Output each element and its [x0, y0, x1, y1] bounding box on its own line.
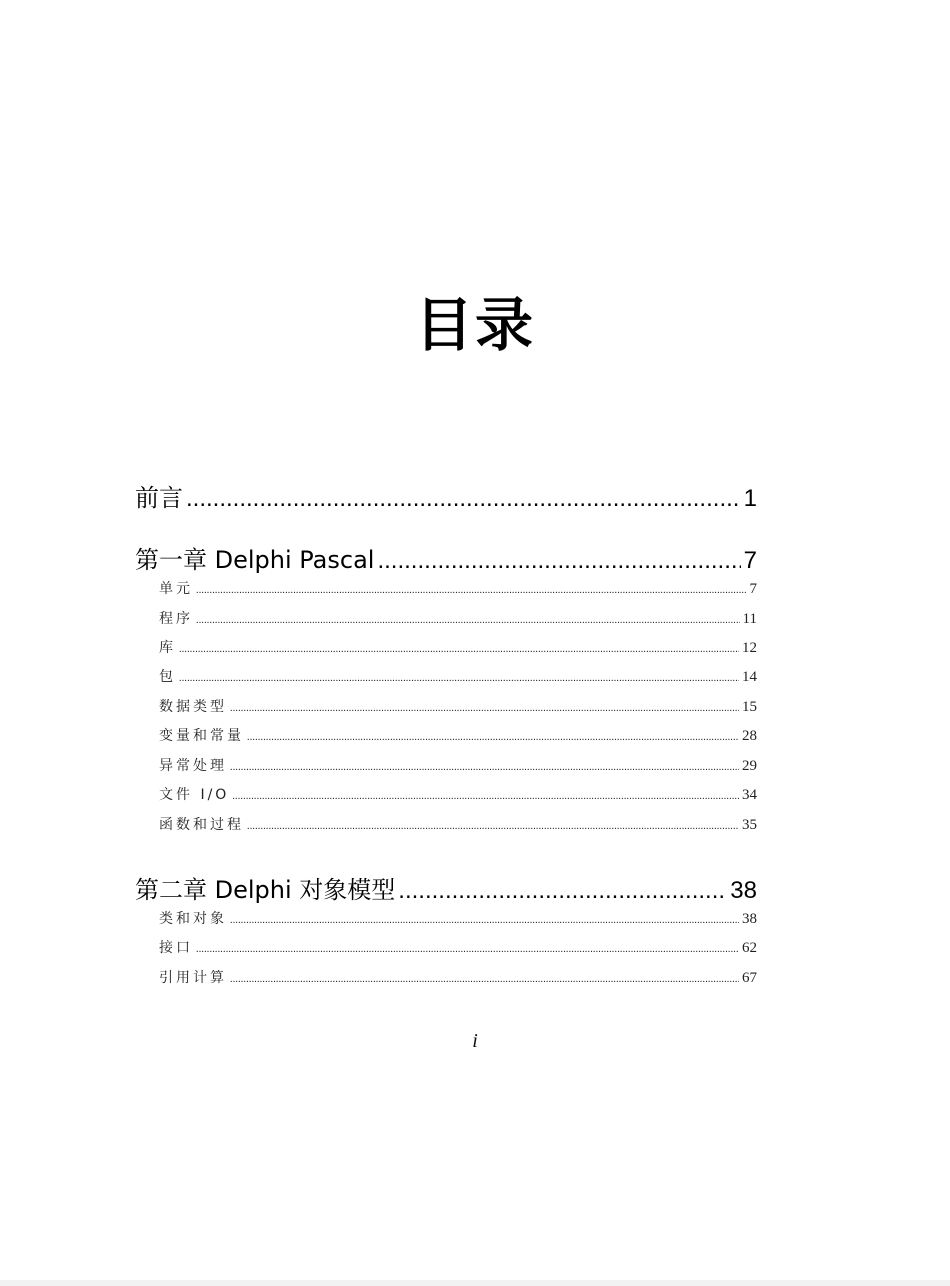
toc-entry-page: 15 [742, 699, 757, 715]
toc-entry-label: 第一章 Delphi Pascal [135, 546, 375, 574]
dot-leader [398, 877, 727, 905]
toc-entry-section[interactable] [159, 696, 757, 716]
toc-entry-preface[interactable] [135, 478, 757, 513]
dot-leader [196, 944, 739, 955]
toc-entry-page: 7 [749, 581, 757, 597]
toc-entry-label: 数据类型 [159, 699, 227, 715]
toc-entry-page: 7 [743, 547, 757, 574]
dot-leader [247, 732, 739, 743]
toc-entry-label: 异常处理 [159, 758, 227, 774]
toc-entry-chapter-1[interactable] [135, 540, 757, 575]
toc-entry-section[interactable] [159, 725, 757, 745]
toc-entry-page: 28 [742, 728, 757, 744]
toc-entry-label: 第二章 Delphi 对象模型 [135, 876, 396, 904]
toc-entry-page: 14 [742, 669, 757, 685]
toc-entry-page: 29 [742, 758, 757, 774]
toc-entry-section[interactable] [159, 814, 757, 834]
dot-leader [179, 673, 739, 684]
toc-entry-section[interactable] [159, 666, 757, 686]
toc-entry-page: 62 [742, 940, 757, 956]
dot-leader [230, 974, 739, 985]
toc-entry-chapter-2[interactable] [135, 870, 757, 905]
toc-entry-label: 包 [159, 669, 176, 685]
toc-entry-label: 程序 [159, 611, 193, 627]
toc-entry-page: 38 [730, 877, 757, 904]
dot-leader [179, 644, 739, 655]
toc-entry-section[interactable] [159, 637, 757, 657]
page-number: i [472, 1030, 478, 1052]
dot-leader [230, 915, 739, 926]
toc-entry-section[interactable] [159, 784, 757, 804]
dot-leader [196, 585, 747, 596]
toc-entry-section[interactable] [159, 967, 757, 987]
toc-entry-label: 文件 I/O [159, 787, 230, 803]
toc-entry-section[interactable] [159, 755, 757, 775]
toc-entry-label: 库 [159, 640, 176, 656]
toc-entry-section[interactable] [159, 608, 757, 628]
toc-entry-page: 38 [742, 911, 757, 927]
toc-entry-page: 1 [743, 485, 757, 512]
toc-entry-label: 接口 [159, 940, 193, 956]
toc-entry-page: 35 [742, 817, 757, 833]
toc-entry-label: 变量和常量 [159, 728, 244, 744]
toc-entry-label: 函数和过程 [159, 817, 244, 833]
toc-entry-page: 67 [742, 970, 757, 986]
toc-entry-label: 引用计算 [159, 970, 227, 986]
toc-entry-section[interactable] [159, 937, 757, 957]
dot-leader [247, 821, 739, 832]
dot-leader [232, 791, 739, 802]
toc-entry-label: 类和对象 [159, 911, 227, 927]
dot-leader [196, 615, 740, 626]
dot-leader [377, 547, 740, 575]
dot-leader [186, 485, 741, 513]
toc-entry-section[interactable] [159, 578, 757, 598]
toc-entry-page: 34 [742, 787, 757, 803]
scan-edge [0, 1280, 950, 1286]
toc-entry-label: 前言 [135, 484, 183, 512]
page-title: 目录 [414, 291, 535, 359]
dot-leader [230, 703, 739, 714]
toc-entry-page: 11 [742, 611, 757, 627]
dot-leader [230, 762, 739, 773]
toc-entry-label: 单元 [159, 581, 193, 597]
toc-entry-section[interactable] [159, 908, 757, 928]
toc-entry-page: 12 [742, 640, 757, 656]
